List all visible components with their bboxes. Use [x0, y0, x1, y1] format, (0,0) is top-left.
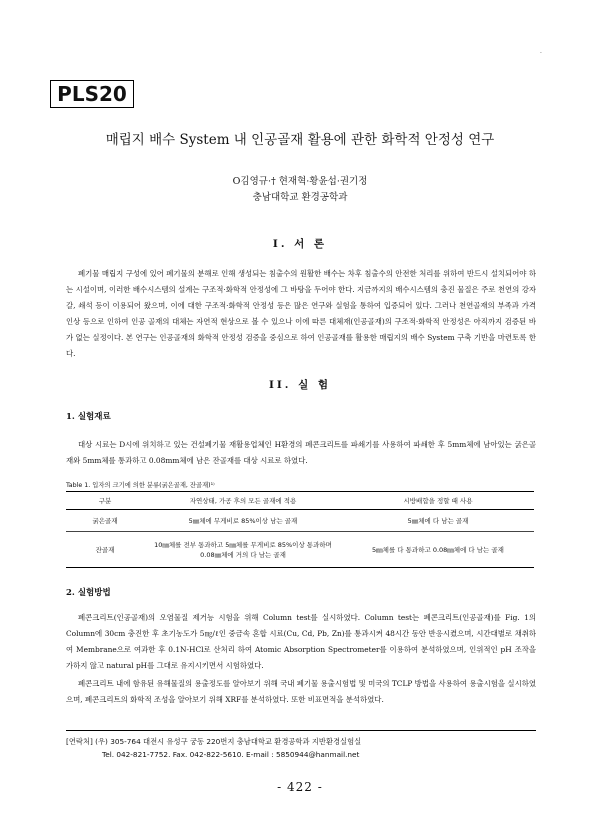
corner-mark: · [540, 50, 542, 57]
author-list: O김영규·† 현재혁·황윤섭·권기정 [232, 176, 368, 187]
contact-address: [연락처] (우) 305-764 대전시 유성구 궁동 220번지 충남대학교 환경공학과 지반환경실험실 [66, 737, 362, 746]
table-row [66, 532, 534, 568]
paper-title: 매립지 배수 System 내 인공골재 활용에 관한 화학적 안정성 연구 [105, 132, 495, 148]
introduction-paragraph: 폐기물 매립지 구성에 있어 폐기물의 분해로 인해 생성되는 침출수의 원활한 배수는 차후 침출수의 안전한 처리를 위하여 반드시 설치되어야 하는 시설이며, 이러한 배수시스템의 설계는 구조적·화학적 안정성에 그 바탕을 두어야 한다. 지금까지의 배수시스템의 충진 물질은 주로 천연의 강자갈, 쇄석 등이 이용되어 왔으며, 이에 대한 구조적·화학적 안정성 등은 많은 연구와 실험을 통하여 입증되어 있다. 그러나 천연골재의 부족과 가격 인상 등으로 인하여 인공 골재의 대체는 자연적 현상으로 볼 수 있으나 이에 따른 대체재(인공골재)의 구조적·화학적 안정성은 아직까지 검증된 바가 없는 실정이다. 본 연구는 인공골재의 화학적 안정성 검증을 중심으로 하여 인공골재를 활용한 매립지의 배수 System 구축 기반을 마련토록 한다. [66, 269, 536, 358]
contact-info [66, 735, 361, 761]
paper-code-box: PLS20 [50, 80, 134, 108]
methods-paragraph-1: 폐콘크리트(인공골재)의 오염물질 제거능 시험을 위해 Column test를 실시하였다. Column test는 폐콘크리트(인공골재)를 Fig. 1의 Column에 30cm 충진한 후 초기농도가 5㎎/ℓ인 중금속 혼합 시료(Cu, Cd, Pb, Zn)를 통과시켜 48시간 동안 반응시켰으며, 시간대별로 채취하여 Membrane으로 여과한 후 0.1N-HCl로 산처리 하여 Atomic Absorption Spectrometer를 이용하여 분석하였으며, 인위적인 pH 조작을 가하지 않고 natural pH를 그대로 유지시키면서 시험하였다. [66, 613, 536, 670]
table-cell: 5㎜체를 다 통과하고 0.08㎜체에 다 남는 골재 [342, 532, 534, 568]
table-row [66, 510, 534, 532]
table-header-cell: 구분 [66, 492, 144, 510]
table-caption: Table 1. 입자의 크기에 의한 분류(굵은골재, 잔골재)¹⁾ [66, 482, 215, 489]
contact-phone-email: Tel. 042-821-7752. Fax. 042-822-5610. E-mail : 5850944@hanmail.net [102, 750, 360, 759]
table-cell: 5㎜체에 무게비로 85%이상 남는 골재 [144, 510, 342, 532]
table-cell: 10㎜체를 전부 통과하고 5㎜체를 무게비로 85%이상 통과하며 0.08㎜체에 거의 다 남는 골재 [144, 532, 342, 568]
affiliation: 충남대학교 환경공학과 [252, 192, 348, 203]
methods-paragraph-2: 폐콘크리트 내에 함유된 유해물질의 용출정도를 알아보기 위해 국내 폐기물 용출시험법 및 미국의 TCLP 방법을 사용하여 용출시험을 실시하였으며, 폐콘크리트의 화학적 조성을 알아보기 위해 XRF를 분석하였다. 또한 비표면적을 분석하였다. [66, 679, 536, 704]
page-number: - 422 - [277, 780, 323, 794]
table-header-cell: 시방배합을 정할 때 사용 [342, 492, 534, 510]
section-heading-experiment: II. 실 험 [268, 379, 332, 391]
subsection-heading-methods: 2. 실험방법 [66, 588, 111, 598]
table-cell: 굵은골재 [66, 510, 144, 532]
subsection-heading-materials: 1. 실험재료 [66, 412, 111, 422]
aggregate-classification-table [66, 491, 534, 568]
materials-paragraph: 대상 시료는 D시에 위치하고 있는 건설폐기물 재활용업체인 H환경의 폐콘크리트를 파쇄기를 사용하여 파쇄한 후 5mm체에 남아있는 굵은골재와 5mm체를 통과하고 0.08mm체에 남은 잔골재를 대상 시료로 하였다. [66, 440, 536, 465]
footnote-divider [66, 730, 536, 731]
table-cell: 5㎜체에 다 남는 골재 [342, 510, 534, 532]
table-header-row [66, 492, 534, 510]
table-header-cell: 자연상태, 가공 후의 모든 골재에 적용 [144, 492, 342, 510]
table-cell: 잔골재 [66, 532, 144, 568]
section-heading-introduction: I. 서 론 [272, 238, 328, 250]
